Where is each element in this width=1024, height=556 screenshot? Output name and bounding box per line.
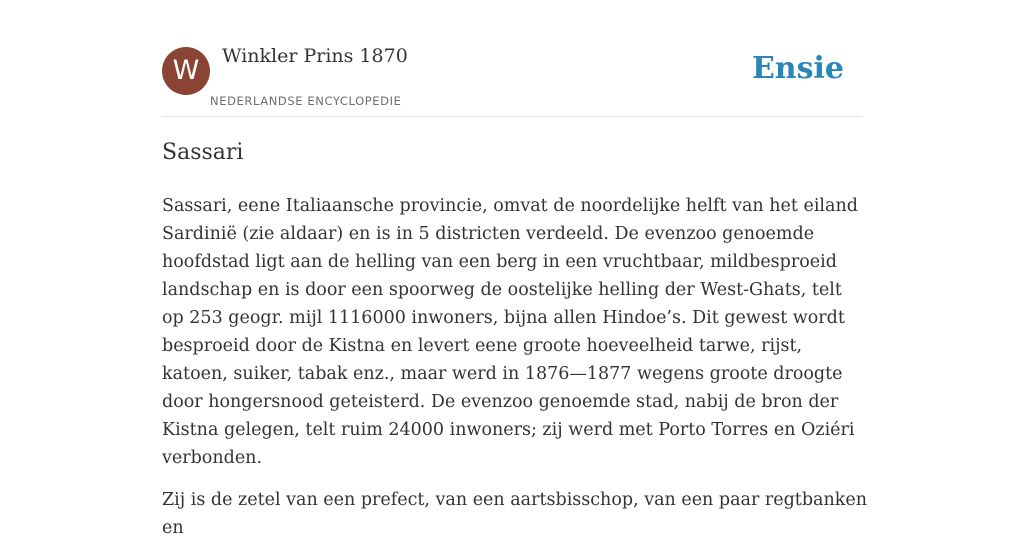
brand-logo[interactable]: Ensie	[751, 51, 844, 86]
site-title[interactable]: Winkler Prins 1870	[222, 45, 408, 67]
avatar[interactable]: W	[162, 47, 210, 95]
article-body	[162, 192, 868, 556]
page-title: Sassari	[162, 140, 244, 165]
site-header	[162, 0, 862, 117]
article-paragraph: Sassari, eene Italiaansche provincie, omvat de noordelijke helft van het eiland Sardinië (zie aldaar) en is in 5 districten verdeeld. De evenzoo genoemde hoofdstad ligt aan de helling van een berg in een vruchtbaar, mildbesproeid landschap en is door een spoorweg de oostelijke helling der West-Ghats, telt op 253 geogr. mijl 1116000 inwoners, bijna allen Hindoe’s. Dit gewest wordt besproeid door de Kistna en levert eene groote hoeveelheid tarwe, rijst, katoen, suiker, tabak enz., maar werd in 1876—1877 wegens groote droogte door hongersnood geteisterd. De evenzoo genoemde stad, nabij de bron der Kistna gelegen, telt ruim 24000 inwoners; zij werd met Porto Torres en Oziéri verbonden.	[162, 196, 858, 468]
site-subtitle: NEDERLANDSE ENCYCLOPEDIE	[210, 94, 402, 108]
article-paragraph: Zij is de zetel van een prefect, van een aartsbisschop, van een paar regtbanken en	[162, 490, 867, 538]
